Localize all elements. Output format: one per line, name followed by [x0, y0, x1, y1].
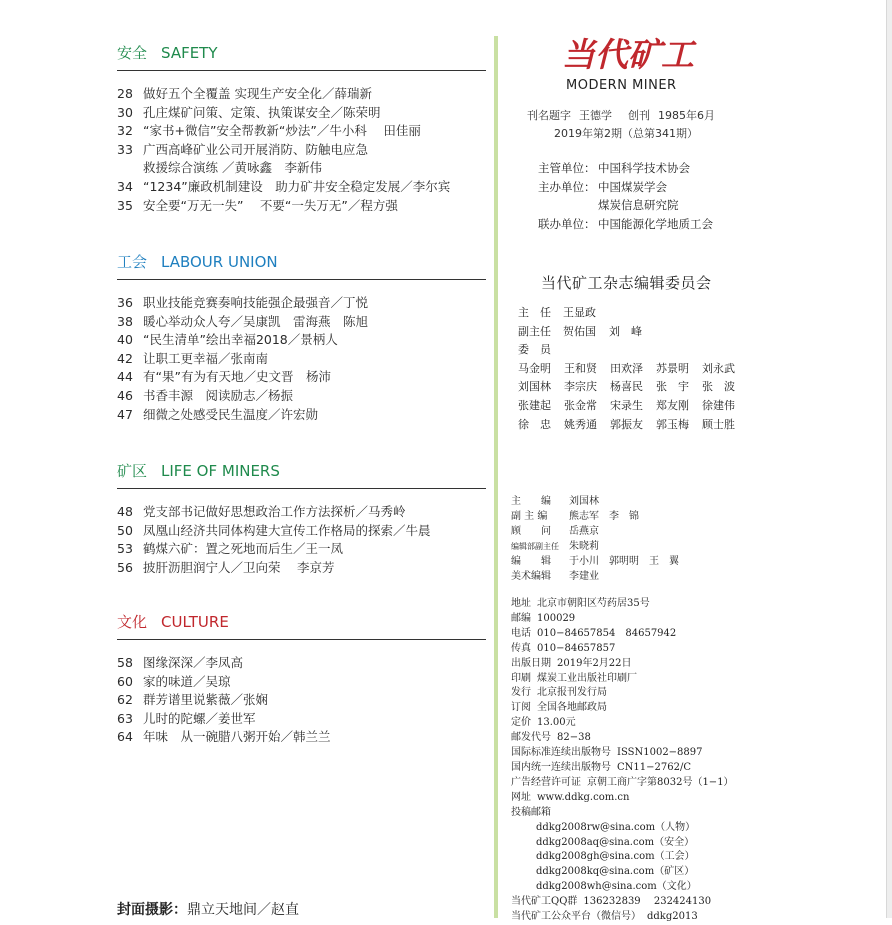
page-number: 33	[117, 141, 133, 157]
staff-role: 编辑部副主任	[511, 542, 559, 551]
section-rule	[117, 639, 486, 640]
page-number: 48	[117, 504, 133, 519]
email-link[interactable]: ddkg2008rw@sina.com（人物）	[536, 821, 696, 833]
publication-info	[511, 597, 734, 925]
article-title: 暖心举动众人夸／吴康凯 雷海燕 陈旭	[143, 313, 369, 329]
board-row	[518, 304, 748, 323]
page-number: 62	[117, 692, 133, 708]
toc-item[interactable]	[117, 540, 486, 559]
board-member: 张 宇	[656, 380, 689, 394]
org-name: 中国能源化学地质工会	[598, 216, 713, 231]
org-name: 中国煤炭学会	[598, 179, 667, 194]
toc-item[interactable]	[117, 122, 486, 141]
article-title: 细微之处感受民生温度／许宏勋	[143, 406, 319, 422]
toc-item[interactable]	[117, 141, 486, 160]
org-role: 主管单位：	[538, 161, 596, 175]
staff-name: 于小川 郭明明 王 翼	[569, 556, 679, 567]
section-title	[117, 461, 486, 481]
org-row	[538, 178, 713, 197]
page-number: 38	[117, 313, 133, 329]
page-number: 42	[117, 350, 133, 366]
info-row	[511, 910, 734, 925]
email-link[interactable]: ddkg2008wh@sina.com（文化）	[536, 881, 697, 893]
section-rule	[117, 70, 486, 71]
info-value: 全国各地邮政局	[537, 702, 607, 714]
section-title-zh: 安全	[117, 44, 148, 62]
toc-item[interactable]	[117, 710, 486, 729]
board-member: 贺佑国	[563, 324, 596, 338]
staff-name: 朱晓莉	[569, 541, 599, 552]
staff-row	[511, 554, 679, 569]
section-title	[117, 43, 486, 63]
toc-item[interactable]	[117, 197, 486, 216]
info-row	[511, 806, 734, 821]
article-title: “民生清单”绘出幸福2018／景柄人	[143, 332, 338, 348]
staff-name: 熊志军 李 锦	[569, 511, 639, 522]
info-value: 2019年2月22日	[557, 657, 632, 669]
info-row	[511, 731, 734, 746]
article-title: 职业技能竞赛奏响技能强企最强音／丁悦	[143, 295, 369, 310]
staff-name: 李建业	[569, 571, 599, 582]
board-member: 宋录生	[610, 398, 643, 412]
article-title: “家书+微信”安全帮教新“炒法”／牛小科 田佳丽	[143, 123, 421, 139]
info-label: 地址	[511, 598, 531, 609]
info-label: 出版日期	[511, 657, 551, 669]
info-label: 国内统一连续出版物号	[511, 761, 611, 773]
page-number: 36	[117, 295, 133, 310]
info-label: 邮发代号	[511, 732, 551, 744]
section-life-of-miners	[117, 461, 486, 577]
info-label: 定价	[511, 717, 531, 729]
page-number: 64	[117, 729, 133, 745]
info-row	[511, 761, 734, 776]
page-number: 58	[117, 655, 133, 670]
email-link[interactable]: ddkg2008gh@sina.com（工会）	[536, 851, 695, 863]
section-title-en: CULTURE	[161, 613, 229, 631]
board-member: 顾士胜	[702, 417, 735, 431]
staff-name: 岳燕京	[569, 526, 599, 537]
page-number: 35	[117, 197, 133, 213]
page-number: 30	[117, 104, 133, 120]
info-label: 国际标准连续出版物号	[511, 747, 611, 759]
section-title-zh: 工会	[117, 253, 148, 271]
board-row	[518, 378, 748, 397]
page-number: 44	[117, 369, 133, 385]
section-title-en: LIFE OF MINERS	[161, 462, 280, 480]
page-number: 47	[117, 406, 133, 422]
article-title: 家的味道／吴琼	[143, 673, 231, 689]
toc-list	[117, 503, 486, 577]
toc-item[interactable]	[117, 350, 486, 369]
article-title: 群芳谱里说紫薇／张娴	[143, 692, 269, 708]
board-member: 王和贤	[564, 361, 597, 375]
toc-list	[117, 294, 486, 424]
logo-text: 当代矿工	[562, 35, 694, 74]
info-label: 电话	[511, 627, 531, 639]
section-title	[117, 252, 486, 272]
toc-item-continued[interactable]	[117, 159, 486, 178]
info-value: 北京报刊发行局	[537, 687, 607, 699]
org-row	[538, 215, 713, 234]
org-role: 联办单位：	[538, 216, 596, 231]
board-member: 徐建伟	[702, 398, 735, 412]
article-title: 做好五个全覆盖 实现生产安全化／薛瑞新	[143, 86, 372, 101]
article-title: 党支部书记做好思想政治工作方法探析／马秀岭	[143, 504, 406, 519]
info-value: 010−84657854 84657942	[537, 627, 677, 639]
org-role	[538, 196, 598, 215]
staff-role: 主 编	[511, 496, 551, 507]
staff-row	[511, 569, 679, 584]
section-safety	[117, 43, 486, 215]
info-row	[511, 746, 734, 761]
toc-list	[117, 654, 486, 747]
section-labour-union	[117, 252, 486, 424]
toc-item[interactable]	[117, 178, 486, 197]
info-value: 京朝工商广字第8032号（1−1）	[587, 776, 734, 788]
column-divider	[494, 36, 498, 918]
article-title: 安全要“万无一失” 不要“一失万无”／程方强	[143, 197, 398, 213]
toc-item[interactable]	[117, 104, 486, 123]
article-title: 广西高峰矿业公司开展消防、防触电应急	[143, 141, 369, 157]
staff-row	[511, 524, 679, 539]
board-row	[518, 360, 748, 379]
page-number: 40	[117, 332, 133, 348]
board-member: 刘永武	[702, 361, 735, 375]
info-label: 印刷	[511, 672, 531, 684]
page-number: 56	[117, 559, 133, 575]
article-title: 儿时的陀螺／姜世军	[143, 710, 256, 726]
title-calligraphy-label: 刊名题字	[527, 109, 571, 122]
info-row	[511, 627, 734, 642]
section-rule	[117, 488, 486, 489]
toc-item[interactable]	[117, 654, 486, 673]
founded-value: 1985年6月	[658, 109, 715, 122]
page-number: 28	[117, 86, 133, 101]
toc-item[interactable]	[117, 368, 486, 387]
info-value: 北京市朝阳区芍药居35号	[537, 598, 650, 609]
title-calligraphy-value: 王德学	[579, 109, 612, 122]
info-value: 136232839 232424130	[583, 896, 712, 908]
org-row	[538, 196, 713, 215]
info-value: 13.00元	[537, 717, 576, 729]
article-title: 披肝沥胆润宁人／卫向荣 李京芳	[143, 559, 335, 575]
info-row	[511, 686, 734, 701]
info-row	[511, 612, 734, 627]
board-role: 副主任	[518, 324, 551, 338]
staff-row	[511, 509, 679, 524]
section-title-en: LABOUR UNION	[161, 253, 278, 271]
staff-role: 编 辑	[511, 556, 551, 567]
info-row	[511, 672, 734, 687]
email-link[interactable]: ddkg2008kq@sina.com（矿区）	[536, 866, 695, 878]
info-row	[511, 791, 734, 806]
info-value: 010−84657857	[537, 642, 616, 654]
section-culture	[117, 612, 486, 747]
staff-row	[511, 539, 679, 554]
founded-label: 创刊	[628, 109, 650, 122]
board-member: 苏景明	[656, 361, 689, 375]
masthead-meta	[527, 107, 715, 125]
board-row	[518, 416, 748, 435]
article-title: 鹤煤六矿：置之死地而后生／王一凤	[143, 541, 344, 557]
editorial-staff	[511, 494, 679, 584]
info-value: 100029	[537, 612, 576, 624]
info-row	[511, 701, 734, 716]
article-title: 救援综合演练 ／黄咏鑫 李新伟	[143, 160, 322, 176]
info-row	[511, 716, 734, 731]
info-label: 广告经营许可证	[511, 776, 581, 788]
section-title-zh: 矿区	[117, 462, 148, 480]
board-member: 刘 峰	[609, 324, 642, 338]
info-row	[511, 657, 734, 672]
board-member: 张 波	[702, 380, 735, 394]
article-title: 图缘深深／李凤高	[143, 655, 244, 670]
toc-item[interactable]	[117, 85, 486, 104]
info-label: 投稿邮箱	[511, 806, 551, 818]
page-edge	[886, 0, 892, 918]
org-name: 煤炭信息研究院	[598, 198, 679, 213]
article-title: 有“果”有为有天地／史文晋 杨沛	[143, 369, 331, 385]
board-member: 郭振友	[610, 417, 643, 431]
board-row	[518, 323, 748, 342]
info-label: 邮编	[511, 612, 531, 624]
staff-role: 美术编辑	[511, 571, 551, 582]
board-member: 徐 忠	[518, 417, 551, 431]
toc-item[interactable]	[117, 559, 486, 578]
article-title: 孔庄煤矿问策、定策、执策谋安全／陈荣明	[143, 104, 381, 120]
toc-item[interactable]	[117, 728, 486, 747]
info-value: 煤炭工业出版社印刷厂	[537, 672, 637, 684]
info-row	[511, 597, 734, 612]
page-number: 32	[117, 123, 133, 139]
toc-item[interactable]	[117, 691, 486, 710]
board-member: 姚秀通	[564, 417, 597, 431]
article-title: 书香丰源 阅读励志／杨振	[143, 387, 294, 403]
email-link[interactable]: ddkg2008aq@sina.com（安全）	[536, 836, 695, 848]
board-member: 李宗庆	[564, 380, 597, 394]
info-label: 订阅	[511, 702, 531, 714]
toc-item[interactable]	[117, 387, 486, 406]
info-label: 网址	[511, 791, 531, 803]
website-link[interactable]: www.ddkg.com.cn	[537, 791, 630, 803]
section-title	[117, 612, 486, 632]
toc-item[interactable]	[117, 673, 486, 692]
cover-photo-value: 鼎立天地间／赵直	[187, 902, 299, 918]
board-member: 田欢泽	[610, 361, 643, 375]
board-member: 王显政	[563, 306, 596, 319]
info-row	[511, 776, 734, 791]
board-row	[518, 341, 748, 360]
section-rule	[117, 279, 486, 280]
info-value: ddkg2013	[647, 911, 698, 923]
article-title: 凤凰山经济共同体构建大宣传工作格局的探索／牛晨	[143, 522, 431, 538]
toc-list	[117, 85, 486, 215]
staff-role: 顾 问	[511, 526, 551, 537]
toc-item[interactable]	[117, 331, 486, 350]
info-row	[511, 895, 734, 910]
article-title: 让职工更幸福／张南南	[143, 350, 269, 366]
info-value: ISSN1002−8897	[617, 747, 703, 759]
board-member: 马金明	[518, 361, 551, 375]
page-number: 46	[117, 387, 133, 403]
article-title: 年味 从一碗腊八粥开始／韩兰兰	[143, 729, 331, 745]
toc-item[interactable]	[117, 503, 486, 522]
toc-item[interactable]	[117, 522, 486, 541]
board-role: 主 任	[518, 306, 551, 319]
org-row	[538, 159, 713, 178]
info-value: 82−38	[557, 732, 591, 744]
info-value: CN11−2762/C	[617, 761, 691, 773]
board-member: 张金常	[564, 398, 597, 412]
org-name: 中国科学技术协会	[598, 161, 690, 175]
toc-item[interactable]	[117, 406, 486, 425]
magazine-english-name: MODERN MINER	[566, 78, 677, 93]
board-member: 杨喜民	[610, 380, 643, 394]
magazine-logo	[552, 34, 704, 74]
article-title: “1234”廉政机制建设 助力矿井安全稳定发展／李尔宾	[143, 178, 451, 194]
page-number: 53	[117, 541, 133, 557]
organizations	[538, 159, 713, 233]
editorial-board	[518, 304, 748, 434]
section-title-zh: 文化	[117, 613, 148, 631]
editorial-board-title: 当代矿工杂志编辑委员会	[541, 274, 712, 292]
staff-role: 副 主 编	[511, 511, 548, 522]
toc-item[interactable]	[117, 313, 486, 332]
board-member: 郑友刚	[656, 398, 689, 412]
info-label: 发行	[511, 687, 531, 699]
staff-name: 刘国林	[569, 496, 599, 507]
page-number: 34	[117, 178, 133, 194]
info-label: 传真	[511, 642, 531, 654]
board-member: 刘国林	[518, 380, 551, 394]
page-number: 60	[117, 673, 133, 689]
issue-number: 2019年第2期（总第341期）	[554, 127, 698, 140]
cover-photo-label: 封面摄影：	[117, 902, 187, 918]
info-label: 当代矿工公众平台（微信号）	[511, 911, 641, 923]
board-role: 委 员	[518, 343, 551, 357]
info-label: 当代矿工QQ群	[511, 896, 578, 908]
page-number: 63	[117, 710, 133, 726]
toc-item[interactable]	[117, 294, 486, 313]
page-number: 50	[117, 522, 133, 538]
staff-row	[511, 494, 679, 509]
section-title-en: SAFETY	[161, 44, 218, 62]
board-member: 郭玉梅	[656, 417, 689, 431]
info-row	[511, 642, 734, 657]
board-member: 张建起	[518, 398, 551, 412]
board-row	[518, 397, 748, 416]
org-role: 主办单位：	[538, 179, 596, 194]
